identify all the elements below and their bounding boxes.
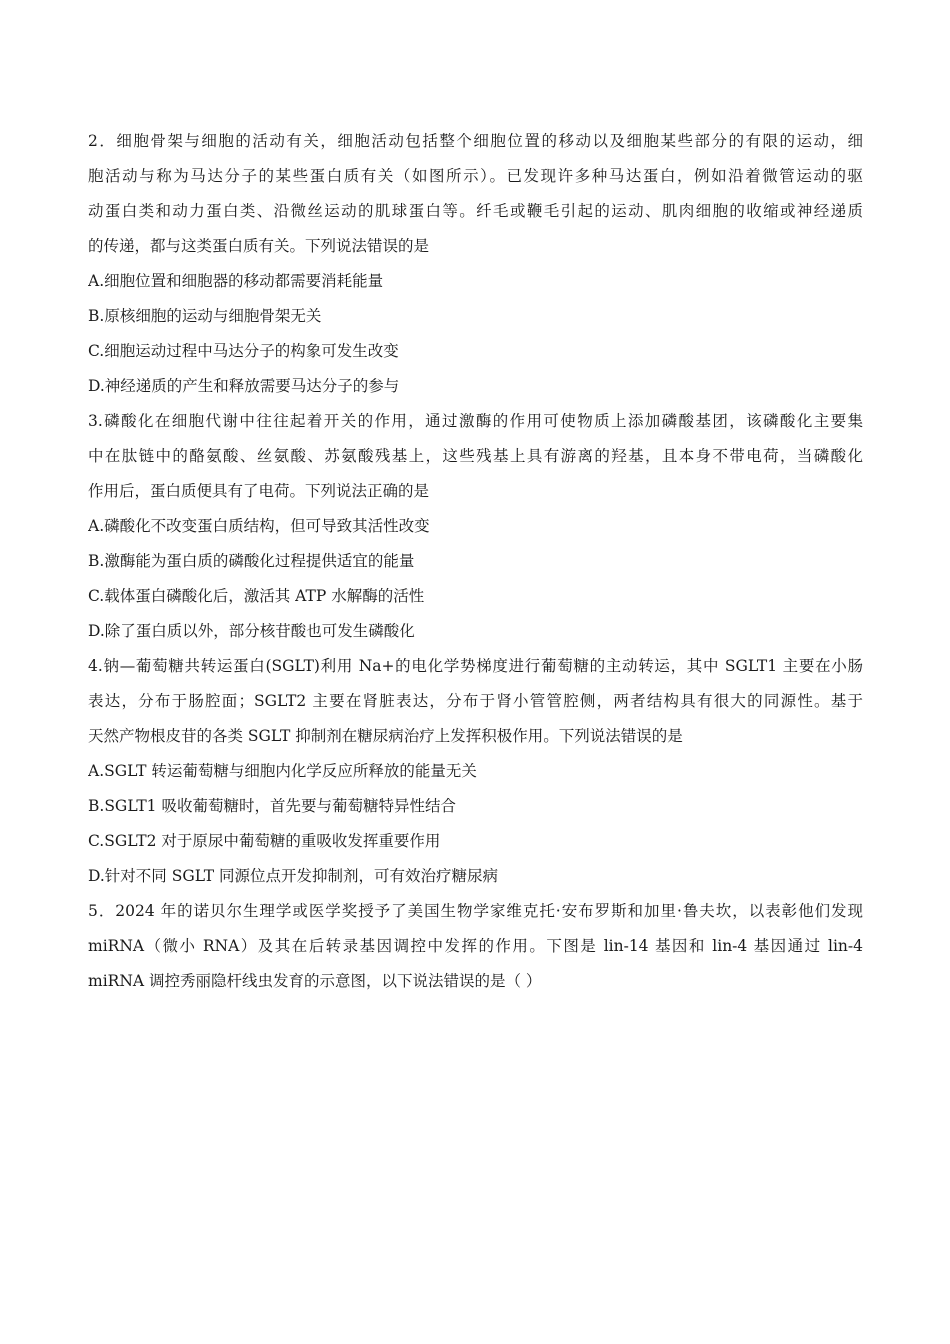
question-stem-line: 作用后，蛋白质便具有了电荷。下列说法正确的是: [88, 482, 430, 500]
question-4: [88, 649, 863, 894]
question-stem-line: 胞活动与称为马达分子的某些蛋白质有关（如图所示）。已发现许多种马达蛋白，例如沿着微管运动的驱: [88, 167, 863, 185]
option-d: D.针对不同 SGLT 同源位点开发抑制剂，可有效治疗糖尿病: [88, 867, 499, 885]
question-list: [88, 124, 863, 999]
question-stem-line: miRNA（微小 RNA）及其在后转录基因调控中发挥的作用。下图是 lin-14 基因和 lin-4 基因通过 lin-4: [88, 937, 863, 955]
question-2: [88, 124, 863, 404]
option-d: D.除了蛋白质以外，部分核苷酸也可发生磷酸化: [88, 622, 415, 640]
option-b: B.激酶能为蛋白质的磷酸化过程提供适宜的能量: [88, 552, 415, 570]
question-5: [88, 894, 863, 999]
question-stem-line: 天然产物根皮苷的各类 SGLT 抑制剂在糖尿病治疗上发挥积极作用。下列说法错误的是: [88, 727, 683, 745]
option-c: C.细胞运动过程中马达分子的构象可发生改变: [88, 342, 399, 360]
option-a: A.磷酸化不改变蛋白质结构，但可导致其活性改变: [88, 517, 430, 535]
question-stem-line: 5．2024 年的诺贝尔生理学或医学奖授予了美国生物学家维克托·安布罗斯和加里·鲁夫坎，以表彰他们发现: [88, 902, 863, 920]
option-c: C.载体蛋白磷酸化后，激活其 ATP 水解酶的活性: [88, 587, 425, 605]
question-3: [88, 404, 863, 649]
option-a: A.细胞位置和细胞器的移动都需要消耗能量: [88, 272, 384, 290]
question-stem-line: 3.磷酸化在细胞代谢中往往起着开关的作用，通过激酶的作用可使物质上添加磷酸基团，该磷酸化主要集: [88, 412, 863, 430]
question-stem-line: miRNA 调控秀丽隐杆线虫发育的示意图，以下说法错误的是（ ）: [88, 972, 542, 990]
question-stem-line: 动蛋白类和动力蛋白类、沿微丝运动的肌球蛋白等。纤毛或鞭毛引起的运动、肌肉细胞的收缩或神经递质: [88, 202, 863, 220]
question-stem-line: 的传递，都与这类蛋白质有关。下列说法错误的是: [88, 237, 430, 255]
question-stem-line: 2．细胞骨架与细胞的活动有关，细胞活动包括整个细胞位置的移动以及细胞某些部分的有限的运动，细: [88, 132, 863, 150]
question-stem-line: 4.钠—葡萄糖共转运蛋白(SGLT)利用 Na+的电化学势梯度进行葡萄糖的主动转运，其中 SGLT1 主要在小肠: [88, 657, 863, 675]
question-stem-line: 中在肽链中的酪氨酸、丝氨酸、苏氨酸残基上，这些残基上具有游离的羟基，且本身不带电荷，当磷酸化: [88, 447, 863, 465]
option-d: D.神经递质的产生和释放需要马达分子的参与: [88, 377, 400, 395]
option-b: B.SGLT1 吸收葡萄糖时，首先要与葡萄糖特异性结合: [88, 797, 456, 815]
option-c: C.SGLT2 对于原尿中葡萄糖的重吸收发挥重要作用: [88, 832, 441, 850]
question-stem-line: 表达，分布于肠腔面；SGLT2 主要在肾脏表达，分布于肾小管管腔侧，两者结构具有很大的同源性。基于: [88, 692, 863, 710]
option-b: B.原核细胞的运动与细胞骨架无关: [88, 307, 322, 325]
option-a: A.SGLT 转运葡萄糖与细胞内化学反应所释放的能量无关: [88, 762, 477, 780]
